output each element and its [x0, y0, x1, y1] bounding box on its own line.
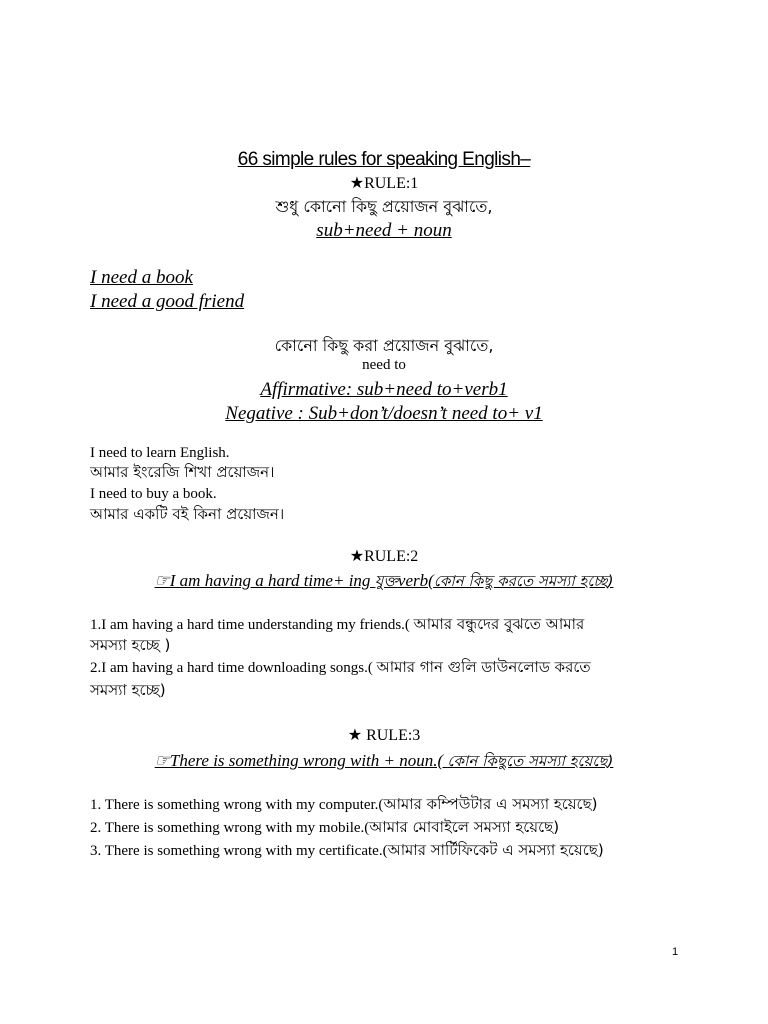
rule3-example-3-en: 3. There is something wrong with my certificate.(	[90, 843, 388, 859]
rule1-formula: sub+need + noun	[316, 220, 452, 241]
rule1-sentence-3: I need to buy a book.	[90, 486, 217, 502]
rule1-bengali-intro-2: কোনো কিছু করা প্রয়োজন বুঝাতে,	[274, 336, 494, 355]
rule2-example-2-bn: আমার গান গুলি ডাউনলোড করতে	[376, 658, 591, 676]
rule1-need-to: need to	[362, 357, 406, 373]
rule3-example-1	[90, 797, 598, 813]
rule3-example-1-en: 1. There is something wrong with my computer.(	[90, 797, 384, 813]
rule3-formula	[0, 752, 768, 769]
rule1-heading: ★RULE:1	[349, 175, 419, 192]
rule2-formula-bn-end: কোন কিছু করতে সমস্যা হচ্ছে)	[433, 572, 614, 590]
rule3-example-2-en: 2. There is something wrong with my mobile.(	[90, 820, 370, 836]
rule1-sentence-1: I need to learn English.	[90, 445, 230, 461]
rule3-example-2	[90, 820, 559, 836]
rule2-formula-bn-mid: যুক্ত	[374, 572, 398, 590]
rule2-example-1-bn: আমার বন্ধুদের বুঝতে আমার	[413, 615, 585, 633]
rule3-example-3-bn: আমার সার্টিফিকেট এ সমস্যা হয়েছে)	[387, 841, 604, 859]
rule2-formula	[0, 572, 768, 589]
page-number: 1	[672, 946, 679, 958]
rule2-example-2	[90, 660, 591, 676]
rule3-example-3	[90, 843, 604, 859]
page-title: 66 simple rules for speaking English–	[237, 149, 531, 170]
rule2-heading: ★RULE:2	[349, 548, 419, 565]
rule1-sentence-2: আমার ইংরেজি শিখা প্রয়োজন।	[90, 463, 275, 481]
rule3-heading: ★ RULE:3	[347, 727, 421, 744]
rule3-formula-en: ☞There is something wrong with + noun.(	[154, 751, 448, 770]
rule2-example-1	[90, 617, 584, 633]
rule1-example-1: I need a book	[90, 267, 193, 288]
rule1-example-2: I need a good friend	[90, 291, 245, 312]
rule2-example-2-en: 2.I am having a hard time downloading songs.(	[90, 660, 377, 676]
rule1-bengali-intro: শুধু কোনো কিছু প্রয়োজন বুঝাতে,	[275, 197, 493, 216]
rule2-example-1-cont: সমস্যা হচ্ছে )	[90, 636, 171, 654]
rule3-formula-bn: কোন কিছুতে সমস্যা হয়েছে)	[447, 752, 614, 770]
rule2-example-2-cont: সমস্যা হচ্ছে)	[90, 681, 166, 699]
rule1-affirmative: Affirmative: sub+need to+verb1	[260, 379, 508, 400]
rule2-example-1-en: 1.I am having a hard time understanding my friends.(	[90, 617, 414, 633]
rule1-negative: Negative : Sub+don’t/doesn’t need to+ v1	[225, 403, 543, 424]
rule1-sentence-4: আমার একটি বই কিনা প্রয়োজন।	[90, 505, 285, 523]
rule2-formula-en: ☞I am having a hard time+ ing	[154, 571, 375, 590]
rule2-formula-en2: verb(	[397, 571, 434, 590]
rule3-example-2-bn: আমার মোবাইলে সমস্যা হয়েছে)	[369, 818, 560, 836]
rule3-example-1-bn: আমার কম্পিউটার এ সমস্যা হয়েছে)	[383, 795, 598, 813]
